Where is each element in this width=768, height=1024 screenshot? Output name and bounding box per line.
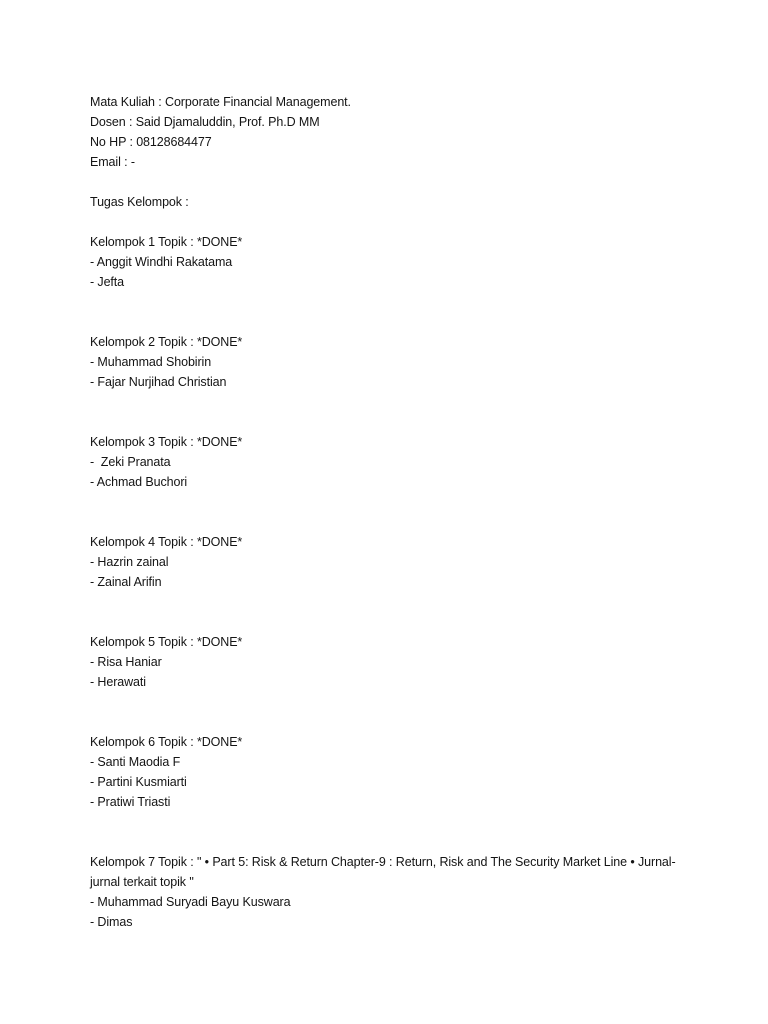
spacer (90, 392, 690, 432)
spacer (90, 172, 690, 192)
phone-line: No HP : 08128684477 (90, 135, 212, 149)
group-member: - Fajar Nurjihad Christian (90, 375, 227, 389)
group-member: - Anggit Windhi Rakatama (90, 255, 233, 269)
group-member: - Muhammad Shobirin (90, 355, 212, 369)
document-page (90, 92, 690, 932)
group-1 (90, 232, 690, 292)
group-4 (90, 532, 690, 592)
spacer (90, 492, 690, 532)
group-3 (90, 432, 690, 492)
group-title: Kelompok 6 Topik : *DONE* (90, 735, 243, 749)
group-member: - Partini Kusmiarti (90, 775, 187, 789)
group-member: - Risa Haniar (90, 655, 162, 669)
group-member: - Muhammad Suryadi Bayu Kuswara (90, 895, 291, 909)
group-member: - Achmad Buchori (90, 475, 188, 489)
group-6 (90, 732, 690, 812)
assignment-title: Tugas Kelompok : (90, 195, 189, 209)
group-member: - Zeki Pranata (90, 455, 171, 469)
group-member: - Santi Maodia F (90, 755, 181, 769)
group-title: Kelompok 3 Topik : *DONE* (90, 435, 243, 449)
group-title: Kelompok 4 Topik : *DONE* (90, 535, 243, 549)
group-title: Kelompok 7 Topik : " • Part 5: Risk & Return Chapter-9 : Return, Risk and The Security Market Line • Jurnal-jurnal terkait topik " (90, 855, 676, 889)
group-7 (90, 852, 690, 932)
spacer (90, 212, 690, 232)
course-line: Mata Kuliah : Corporate Financial Management. (90, 95, 351, 109)
group-member: - Jefta (90, 275, 125, 289)
group-member: - Herawati (90, 675, 146, 689)
spacer (90, 592, 690, 632)
email-line: Email : - (90, 155, 135, 169)
group-title: Kelompok 2 Topik : *DONE* (90, 335, 243, 349)
group-title: Kelompok 5 Topik : *DONE* (90, 635, 243, 649)
spacer (90, 292, 690, 332)
group-5 (90, 632, 690, 692)
lecturer-line: Dosen : Said Djamaluddin, Prof. Ph.D MM (90, 115, 320, 129)
group-2 (90, 332, 690, 392)
group-member: - Hazrin zainal (90, 555, 169, 569)
group-title: Kelompok 1 Topik : *DONE* (90, 235, 243, 249)
group-member: - Pratiwi Triasti (90, 795, 171, 809)
spacer (90, 692, 690, 732)
group-member: - Zainal Arifin (90, 575, 162, 589)
group-member: - Dimas (90, 915, 133, 929)
spacer (90, 812, 690, 852)
